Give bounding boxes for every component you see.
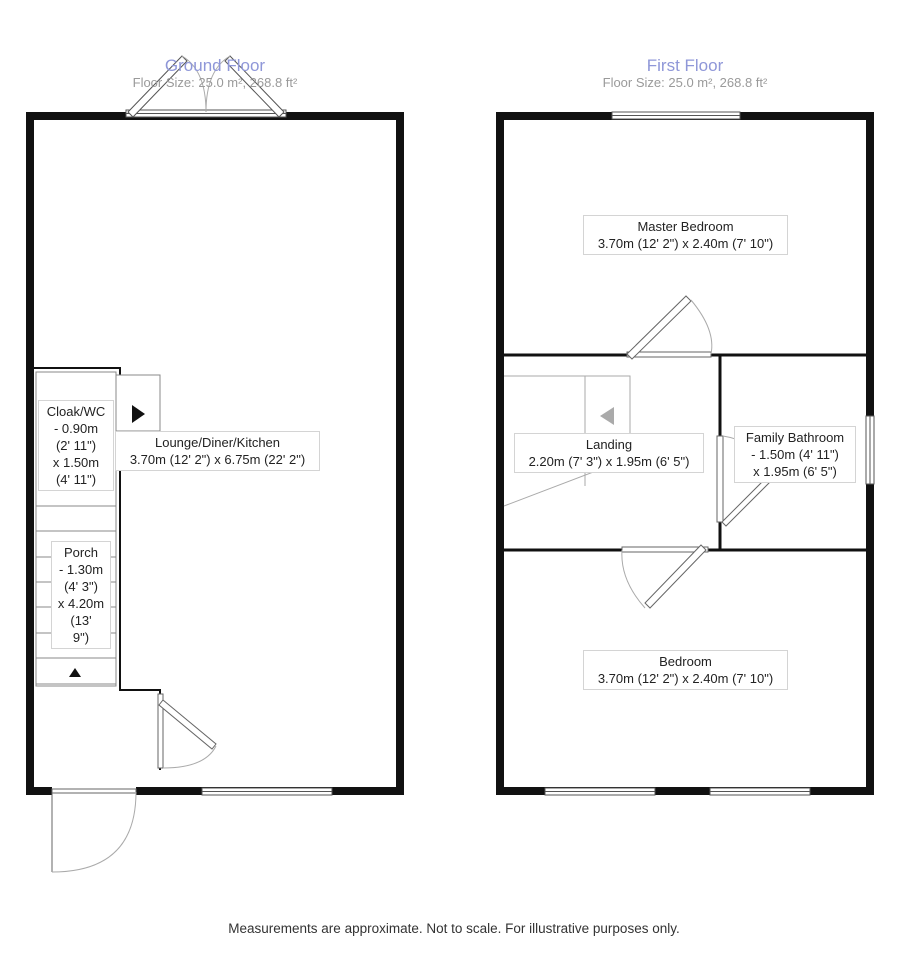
first-floor-title: First Floor — [646, 56, 724, 75]
room-name-family-bathroom: Family Bathroom — [745, 430, 845, 445]
room-dims-porch-1: - 1.30m — [58, 562, 104, 577]
room-dims-cloak-3: x 1.50m — [52, 455, 100, 470]
room-label-lounge — [115, 431, 320, 471]
room-dims-porch-5: 9") — [72, 630, 90, 645]
room-name-landing: Landing — [585, 437, 633, 452]
room-name-porch: Porch — [64, 545, 98, 560]
room-dims-lounge: 3.70m (12' 2") x 6.75m (22' 2") — [129, 452, 306, 467]
front-door — [52, 789, 136, 872]
room-dims-master-bedroom: 3.70m (12' 2") x 2.40m (7' 10") — [597, 236, 774, 251]
room-label-family-bathroom — [734, 426, 856, 483]
room-dims-family-bathroom-2: x 1.95m (6' 5") — [753, 464, 837, 479]
first-floor-size: Floor Size: 25.0 m², 268.8 ft² — [602, 75, 768, 90]
room-dims-bedroom: 3.70m (12' 2") x 2.40m (7' 10") — [597, 671, 774, 686]
room-label-cloak — [38, 400, 114, 491]
room-name-cloak: Cloak/WC — [46, 404, 106, 419]
room-dims-cloak-1: - 0.90m — [53, 421, 99, 436]
room-dims-cloak-4: (4' 11") — [55, 472, 97, 487]
room-dims-landing: 2.20m (7' 3") x 1.95m (6' 5") — [528, 454, 690, 469]
room-name-master-bedroom: Master Bedroom — [637, 219, 734, 234]
room-label-porch — [51, 541, 111, 649]
disclaimer-text: Measurements are approximate. Not to scale. For illustrative purposes only. — [228, 921, 680, 936]
room-dims-porch-2: (4' 3") — [64, 579, 98, 594]
room-dims-cloak-2: (2' 11") — [55, 438, 97, 453]
bedroom-door — [622, 545, 708, 608]
room-dims-porch-4: (13' — [70, 613, 92, 628]
master-bedroom-door — [627, 296, 712, 359]
ground-floor-size: Floor Size: 25.0 m², 268.8 ft² — [132, 75, 298, 90]
room-label-landing — [514, 433, 704, 473]
room-name-bedroom: Bedroom — [659, 654, 712, 669]
room-name-lounge: Lounge/Diner/Kitchen — [154, 435, 281, 450]
room-dims-porch-3: x 4.20m — [57, 596, 105, 611]
porch-door — [158, 694, 216, 768]
room-label-master-bedroom — [583, 215, 788, 255]
room-label-bedroom — [583, 650, 788, 690]
ground-floor-title: Ground Floor — [164, 56, 266, 75]
room-dims-family-bathroom-1: - 1.50m (4' 11") — [751, 447, 839, 462]
